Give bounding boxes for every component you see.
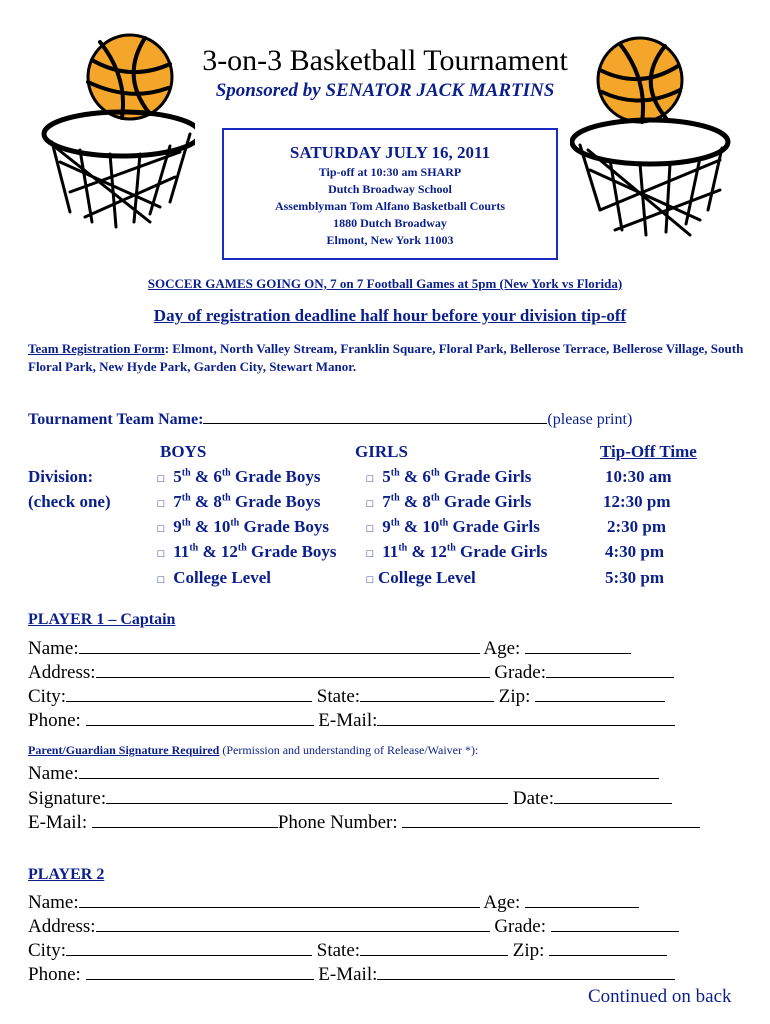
player2-grade-label: Grade: bbox=[494, 916, 547, 937]
guardian-signature-row bbox=[28, 786, 672, 810]
ordinal-suffix: th bbox=[221, 492, 231, 504]
grade-number: 5 bbox=[382, 467, 391, 486]
tipoff-time-header: Tip-Off Time bbox=[600, 442, 697, 461]
player2-name-row bbox=[28, 890, 639, 914]
team-name-row bbox=[28, 406, 632, 429]
guardian-signature-input[interactable] bbox=[106, 786, 508, 804]
player1-zip-input[interactable] bbox=[535, 684, 665, 702]
player2-email-label: E-Mail: bbox=[318, 964, 378, 985]
grade-number: & 12 bbox=[198, 542, 238, 561]
boys-header: BOYS bbox=[160, 442, 207, 461]
grade-number: & 6 bbox=[399, 467, 431, 486]
guardian-date-label: Date: bbox=[512, 788, 555, 809]
ordinal-suffix: th bbox=[189, 542, 199, 554]
continued-on-back: Continued on back bbox=[588, 986, 732, 1007]
girls-header: GIRLS bbox=[355, 442, 408, 461]
grade-number: 7 bbox=[173, 492, 182, 511]
player1-city-row bbox=[28, 684, 665, 708]
ordinal-suffix: th bbox=[181, 517, 191, 529]
player2-address-input[interactable] bbox=[96, 914, 490, 932]
guardian-name-input[interactable] bbox=[79, 761, 659, 779]
girls-division-option[interactable] bbox=[362, 492, 531, 512]
event-line: Tip-off at 10:30 am SHARP bbox=[318, 165, 462, 179]
guardian-phone-input[interactable] bbox=[402, 810, 700, 828]
player1-email-input[interactable] bbox=[377, 708, 675, 726]
player1-grade-input[interactable] bbox=[546, 660, 674, 678]
player2-city-label: City: bbox=[28, 940, 67, 961]
event-line: Assemblyman Tom Alfano Basketball Courts bbox=[274, 199, 506, 213]
player2-name-label: Name: bbox=[28, 892, 79, 913]
page-title: 3-on-3 Basketball Tournament bbox=[202, 44, 568, 77]
player2-city-input[interactable] bbox=[66, 938, 312, 956]
tipoff-time: 4:30 pm bbox=[605, 542, 665, 561]
player1-age-label: Age: bbox=[483, 638, 521, 659]
player1-phone-input[interactable] bbox=[86, 708, 314, 726]
tipoff-time: 10:30 am bbox=[605, 467, 672, 486]
grade-number: & 8 bbox=[190, 492, 222, 511]
guardian-name-row bbox=[28, 761, 659, 785]
college-girls-label: College Level bbox=[378, 568, 476, 587]
grade-number: 7 bbox=[382, 492, 391, 511]
checkbox[interactable]: □ bbox=[157, 523, 165, 535]
ordinal-suffix: th bbox=[181, 492, 191, 504]
grade-label: Grade Girls bbox=[448, 517, 540, 536]
grade-number: 5 bbox=[173, 467, 182, 486]
event-line: Dutch Broadway School bbox=[328, 182, 452, 196]
girls-division-option[interactable] bbox=[362, 517, 540, 537]
division-label: Division: bbox=[28, 467, 94, 486]
player2-grade-input[interactable] bbox=[551, 914, 679, 932]
grade-label: Grade Boys bbox=[230, 467, 321, 486]
checkbox[interactable]: □ bbox=[366, 498, 374, 510]
college-boys-option[interactable] bbox=[153, 568, 271, 588]
player2-age-label: Age: bbox=[483, 892, 521, 913]
grade-number: 11 bbox=[382, 542, 399, 561]
ordinal-suffix: th bbox=[439, 517, 449, 529]
college-time: 5:30 pm bbox=[605, 568, 665, 587]
grade-label: Grade Boys bbox=[239, 517, 329, 536]
player1-heading: PLAYER 1 – Captain bbox=[28, 611, 176, 628]
guardian-name-label: Name: bbox=[28, 763, 79, 784]
player1-name-row bbox=[28, 636, 631, 660]
event-line: Elmont, New York 11003 bbox=[326, 233, 454, 247]
player1-address-label: Address: bbox=[28, 662, 96, 683]
player2-address-label: Address: bbox=[28, 916, 96, 937]
checkbox[interactable]: □ bbox=[157, 574, 165, 586]
guardian-email-input[interactable] bbox=[92, 810, 278, 828]
college-girls-option[interactable] bbox=[362, 568, 476, 588]
grade-number: & 8 bbox=[399, 492, 431, 511]
guardian-label: Parent/Guardian Signature Required bbox=[28, 743, 220, 757]
player1-zip-label: Zip: bbox=[498, 686, 531, 707]
player1-city-input[interactable] bbox=[66, 684, 312, 702]
girls-division-option[interactable] bbox=[362, 467, 531, 487]
grade-number: 9 bbox=[173, 517, 182, 536]
player2-zip-input[interactable] bbox=[549, 938, 667, 956]
player1-phone-row bbox=[28, 708, 675, 732]
ordinal-suffix: th bbox=[181, 467, 191, 479]
guardian-note: (Permission and understanding of Release/Waiver *): bbox=[219, 743, 479, 757]
player2-name-input[interactable] bbox=[79, 890, 480, 908]
checkbox[interactable]: □ bbox=[157, 548, 165, 560]
ordinal-suffix: th bbox=[230, 517, 240, 529]
player1-name-input[interactable] bbox=[79, 636, 480, 654]
player1-address-input[interactable] bbox=[96, 660, 490, 678]
team-name-hint: (please print) bbox=[547, 411, 633, 428]
player1-state-input[interactable] bbox=[360, 684, 494, 702]
grade-label: Grade Boys bbox=[230, 492, 321, 511]
sponsor-line: Sponsored by SENATOR JACK MARTINS bbox=[215, 80, 555, 101]
guardian-contact-row bbox=[28, 810, 700, 834]
girls-division-option[interactable] bbox=[362, 542, 547, 562]
college-boys-label: College Level bbox=[173, 568, 271, 587]
ordinal-suffix: th bbox=[390, 492, 400, 504]
player1-grade-label: Grade: bbox=[494, 662, 547, 683]
ordinal-suffix: th bbox=[390, 467, 400, 479]
player2-zip-label: Zip: bbox=[512, 940, 545, 961]
guardian-phone-label: Phone Number: bbox=[277, 812, 398, 833]
grade-number: 9 bbox=[382, 517, 391, 536]
tipoff-time: 12:30 pm bbox=[603, 492, 671, 511]
checkbox[interactable]: □ bbox=[366, 574, 374, 586]
boys-division-option[interactable] bbox=[153, 492, 320, 512]
event-line: 1880 Dutch Broadway bbox=[333, 216, 447, 230]
ordinal-suffix: th bbox=[430, 467, 440, 479]
player2-phone-row bbox=[28, 962, 675, 986]
ordinal-suffix: th bbox=[446, 542, 456, 554]
checkbox[interactable]: □ bbox=[157, 498, 165, 510]
player1-phone-label: Phone: bbox=[28, 710, 81, 731]
player1-address-row bbox=[28, 660, 674, 684]
ordinal-suffix: th bbox=[430, 492, 440, 504]
player2-age-input[interactable] bbox=[525, 890, 639, 908]
team-name-label: Tournament Team Name: bbox=[28, 411, 204, 428]
grade-number: & 10 bbox=[190, 517, 231, 536]
grade-label: Grade Girls bbox=[439, 492, 532, 511]
player2-state-label: State: bbox=[316, 940, 361, 961]
soccer-note: SOCCER GAMES GOING ON, 7 on 7 Football Games at 5pm (New York vs Florida) bbox=[147, 276, 623, 291]
player2-phone-input[interactable] bbox=[86, 962, 314, 980]
player1-state-label: State: bbox=[316, 686, 361, 707]
player1-age-input[interactable] bbox=[525, 636, 631, 654]
grade-number: & 6 bbox=[190, 467, 222, 486]
grade-label: Grade Girls bbox=[455, 542, 548, 561]
deadline-note: Day of registration deadline half hour before your division tip-off bbox=[153, 306, 627, 325]
grade-label: Grade Girls bbox=[439, 467, 532, 486]
registration-label: Team Registration Form bbox=[28, 341, 165, 356]
team-name-input[interactable] bbox=[203, 406, 547, 424]
guardian-signature-label: Signature: bbox=[28, 788, 107, 809]
boys-division-option[interactable] bbox=[153, 517, 329, 537]
ordinal-suffix: th bbox=[221, 467, 231, 479]
grade-number: & 10 bbox=[399, 517, 440, 536]
guardian-heading bbox=[28, 743, 478, 758]
player1-city-label: City: bbox=[28, 686, 67, 707]
event-info-box bbox=[222, 128, 558, 260]
guardian-date-input[interactable] bbox=[554, 786, 672, 804]
player1-name-label: Name: bbox=[28, 638, 79, 659]
player2-heading: PLAYER 2 bbox=[28, 866, 105, 883]
registration-text bbox=[28, 340, 748, 376]
grade-label: Grade Boys bbox=[246, 542, 337, 561]
player1-email-label: E-Mail: bbox=[318, 710, 378, 731]
checkbox[interactable]: □ bbox=[366, 548, 374, 560]
player2-email-input[interactable] bbox=[377, 962, 675, 980]
ordinal-suffix: th bbox=[237, 542, 247, 554]
checkbox[interactable]: □ bbox=[366, 523, 374, 535]
tipoff-time: 2:30 pm bbox=[607, 517, 667, 536]
checkbox[interactable]: □ bbox=[157, 473, 165, 485]
grade-number: 11 bbox=[173, 542, 190, 561]
player2-city-row bbox=[28, 938, 667, 962]
checkbox[interactable]: □ bbox=[366, 473, 374, 485]
grade-number: & 12 bbox=[407, 542, 447, 561]
boys-division-option[interactable] bbox=[153, 467, 320, 487]
player2-state-input[interactable] bbox=[360, 938, 508, 956]
boys-division-option[interactable] bbox=[153, 542, 337, 562]
event-date: SATURDAY JULY 16, 2011 bbox=[289, 143, 491, 162]
registration-towns: : Elmont, North Valley Stream, Franklin Square, Floral Park, Bellerose Terrace, Bellerose Village, South Floral Park, New Hyde Park, Garden City, Stewart Manor. bbox=[28, 341, 744, 374]
ordinal-suffix: th bbox=[390, 517, 400, 529]
player2-address-row bbox=[28, 914, 679, 938]
ordinal-suffix: th bbox=[398, 542, 408, 554]
player2-phone-label: Phone: bbox=[28, 964, 81, 985]
guardian-email-label: E-Mail: bbox=[28, 812, 88, 833]
division-check-one: (check one) bbox=[28, 492, 111, 511]
